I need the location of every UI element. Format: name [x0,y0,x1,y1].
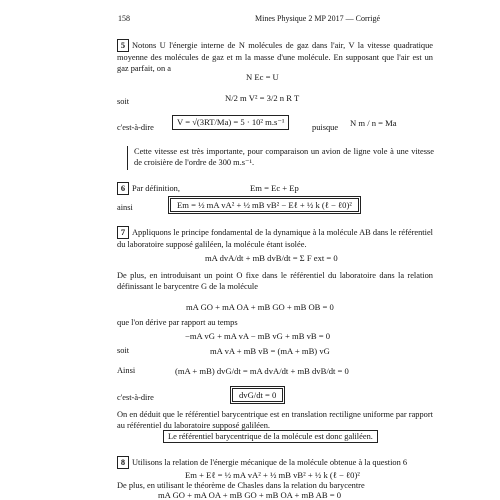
q8-text-2: De plus, en utilisant le théorème de Chasles dans la relation du barycentre [117,481,365,490]
question-number: 7 [117,226,129,239]
q7-paragraph [117,226,433,250]
q7-equation-4: mA vA + mB vB = (mA + mB) vG [210,346,330,356]
q7-equation-5: (mA + mB) dvG/dt = mA dvA/dt + mB dvB/dt = 0 [175,366,349,376]
q7-equation-1: mA dvA/dt + mB dvB/dt = Σ F ext = 0 [205,253,338,263]
question-number: 8 [117,456,129,469]
q5-text: Notons U l'énergie interne de N molécules de gaz dans l'air, V la vitesse quadratique moyenne des molécules de gaz et m la masse d'une molécule. En supposant que l'air est un gaz parfait, on a [117,41,433,74]
q5-equation-1: N Ec = U [246,72,279,82]
running-header: Mines Physique 2 MP 2017 — Corrigé [255,14,381,23]
question-number: 5 [117,39,129,52]
q5-soit-label: soit [117,97,130,106]
q6-boxed-result: Em = ½ mA vA² + ½ mB vB² − Eℓ + ½ k (ℓ − ℓ0)² [168,196,361,214]
q8-text: Utilisons la relation de l'énergie mécanique de la molécule obtenue à la question 6 [132,458,408,467]
q8-equation-2: mA GO + mA OA + mB GO + mB OA + mB AB = 0 [158,490,342,500]
q6-line [117,182,180,195]
comment-bar [127,146,128,170]
q5-comment: Cette vitesse est très importante, pour comparaison un avion de ligne vole à une vitesse de croisière de l'ordre de 300 m.s⁻¹. [134,147,434,168]
q5-paragraph [117,39,433,74]
q7-text-4: On en déduit que le référentiel barycentrique est en translation rectiligne uniforme par rapport au référentiel du laboratoire supposé galiléen. [117,410,433,431]
q7-text-2: De plus, en introduisant un point O fixe dans le référentiel du laboratoire dans la relation définissant le barycentre G de la molécule [117,271,433,292]
q7-equation-2: mA GO + mA OA + mB GO + mB OB = 0 [186,302,334,312]
page-number: 158 [118,14,130,23]
question-number: 6 [117,182,129,195]
q6-text: Par définition, [132,184,180,193]
q7-text-3: que l'on dérive par rapport au temps [117,318,238,327]
q8-line [117,456,407,469]
q7-ainsi-label: Ainsi [117,366,136,375]
q7-cad-label: c'est-à-dire [117,393,154,402]
q6-equation-1: Em = Ec + Ep [250,183,299,193]
q5-equation-2: N/2 m V² = 3/2 n R T [225,93,300,103]
q5-cad-label: c'est-à-dire [117,123,154,132]
q8-equation-1: Em + Eℓ = ½ mA vA² + ½ mB vB² + ½ k (ℓ − ℓ0)² [185,470,360,480]
q7-boxed-result: dvG/dt = 0 [230,386,285,404]
q7-conclusion: Le référentiel barycentrique de la molécule est donc galiléen. [163,430,378,443]
q5-equation-4: N m / n = Ma [350,118,397,128]
q5-puisque-label: puisque [312,123,339,132]
q7-equation-3: −mA vG + mA vA − mB vG + mB vB = 0 [185,331,331,341]
q7-soit-label: soit [117,346,130,355]
q6-ainsi-label: ainsi [117,203,133,212]
q5-boxed-result: V = √(3RT/Ma) = 5 · 10² m.s⁻¹ [172,115,289,130]
q7-text: Appliquons le principe fondamental de la dynamique à la molécule AB dans le référentiel du laboratoire supposé galiléen, la molécule étant isolée. [117,228,433,249]
